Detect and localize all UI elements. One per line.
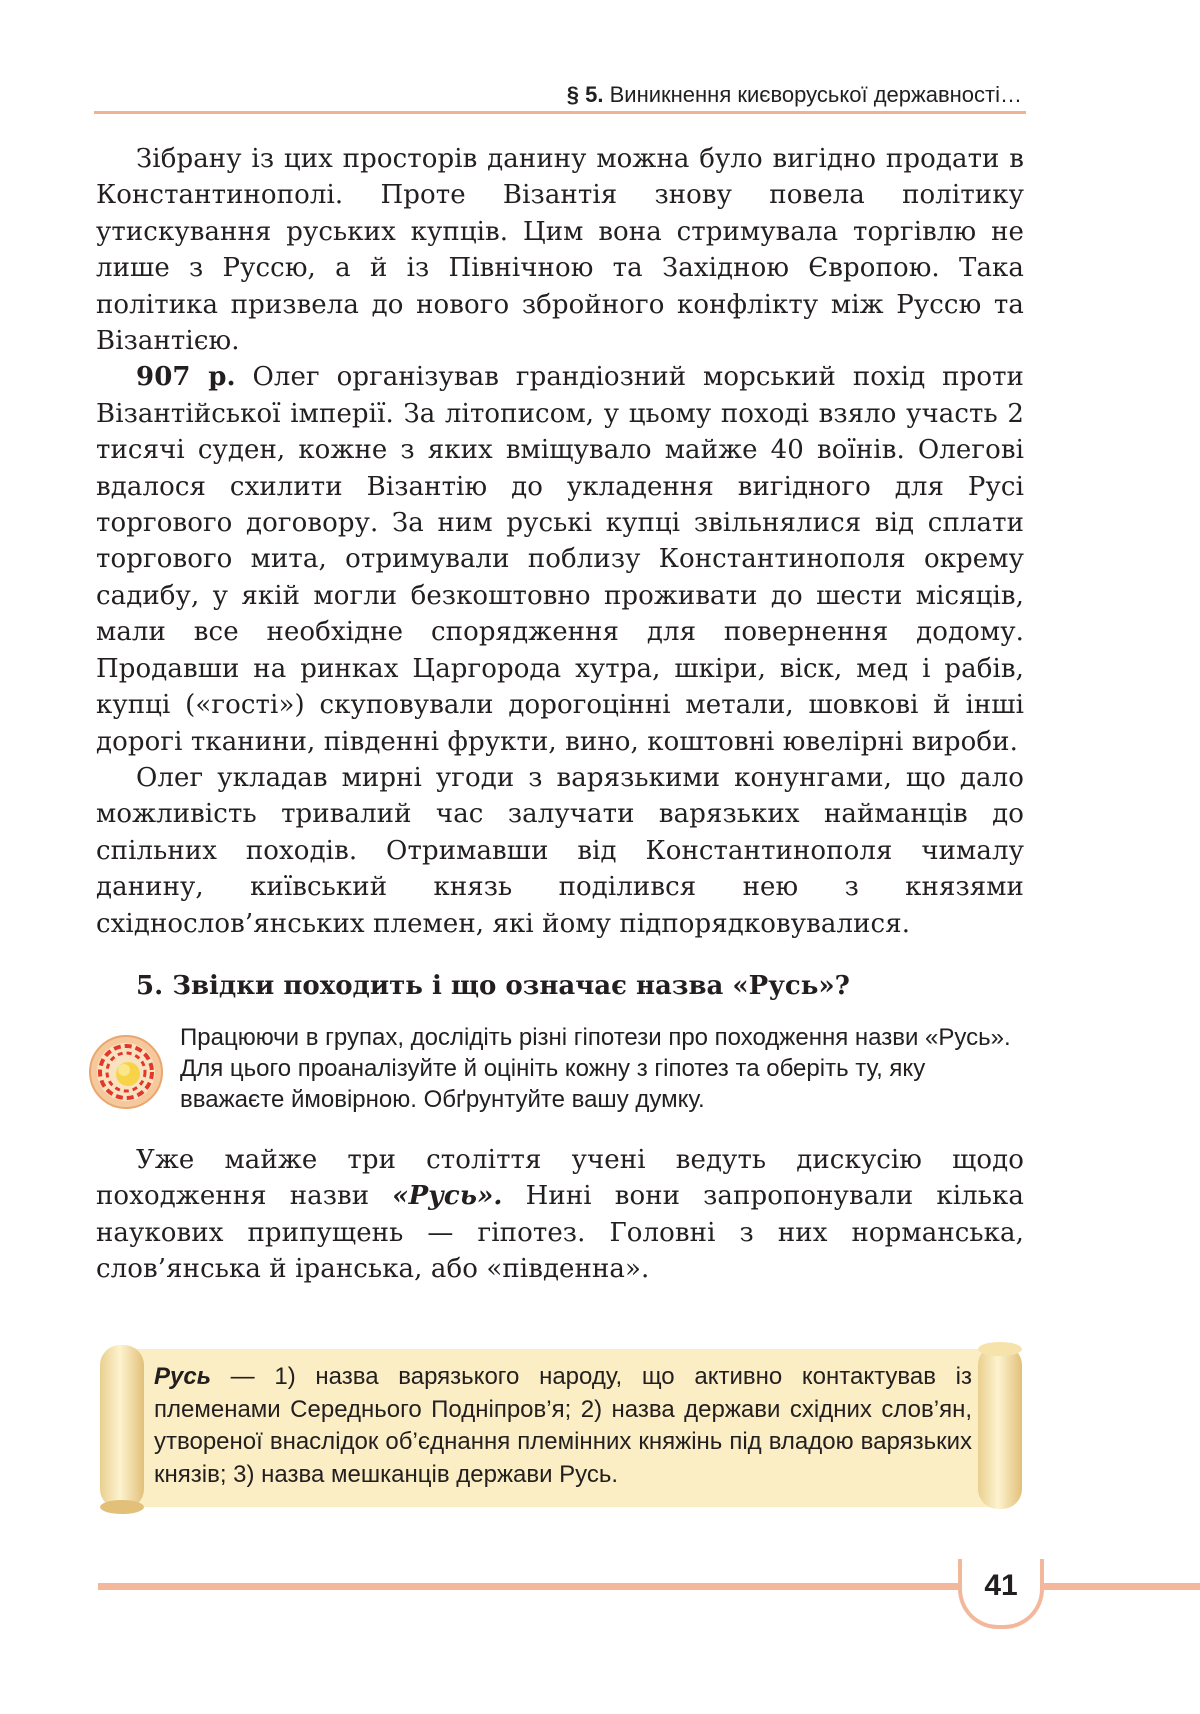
section-number: § 5. (566, 82, 604, 107)
definition-text (154, 1361, 972, 1491)
task-block (96, 1022, 1024, 1122)
page-number: 41 (984, 1569, 1018, 1602)
paragraph-2 (96, 359, 1024, 759)
running-head (94, 80, 1026, 114)
paragraph-4 (96, 1142, 1024, 1288)
paragraph-4-after: Нині вони запропонували кілька наукових припущень — гіпотез. Головні з них норманська, слов’янська й іранська, або «південна». (96, 1181, 1024, 1285)
paragraph-1: Зібрану із цих просторів данину можна було вигідно продати в Константинополі. Проте Візантія знову повела політику утискування руських купців. Цим вона стримувала торгівлю не лише з Руссю, а й із Північною та Західною Європою. Така політика призвела до нового збройного конфлікту між Руссю та Візантією. (96, 144, 1024, 357)
definition-scroll (96, 1341, 1026, 1516)
rus-term: «Русь». (392, 1181, 503, 1212)
paragraph-2-text: Олег організував грандіозний морський похід проти Візантійської імперії. За літописом, у цьому поході взяло участь 2 тисячі суден, кожне з яких вміщувало майже 40 воїнів. Олегові вдалося схилити Візантію до укладення вигідного для Русі торгового договору. За ним руські купці звільнялися від сплати торгового мита, отримували поблизу Константинополя окрему садибу, у якій могли безкоштовно проживати до шести місяців, мали все необхідне спорядження для повернення додому. Продавши на ринках Царгорода хутра, шкіри, віск, мед і рабів, купці («гості») скуповували дорогоцінні метали, шовкові й інші дорогі тканини, південні фрукти, вино, коштовні ювелірні вироби. (96, 362, 1024, 757)
year-label: 907 р. (136, 362, 236, 393)
task-text: Працюючи в групах, дослідіть різні гіпотези про походження назви «Русь». Для цього проаналізуйте й оцініть кожну з гіпотез та оберіть ту, яку вважаєте ймовірною. Обґрунтуйте вашу думку. (180, 1023, 1011, 1113)
paragraph-4-before: Уже майже три століття учені ведуть дискусію щодо походження назви (96, 1144, 1024, 1212)
paragraph-3: Олег укладав мирні угоди з варязькими конунгами, що дало можливість тривалий час залучати варязьких найманців до спільних походів. Отримавши від Константинополя чималу данину, київський князь поділився нею з князями східнослов’янських племен, які йому підпорядковувалися. (96, 762, 1024, 939)
definition-term: Русь (154, 1363, 211, 1390)
main-content (96, 141, 1024, 1288)
section-title: Виникнення києворуської державності… (609, 82, 1022, 107)
group-work-icon (88, 1034, 164, 1110)
section-heading: 5. Звідки походить і що означає назва «Русь»? (136, 970, 850, 1001)
definition-body: — 1) назва варязького народу, що активно контактував із племенами Середнього Подніпров’я; 2) назва держави східних слов’ян, утвореної внаслідок об’єднання племінних княжінь під владою варязьких князів; 3) назва мешканців держави Русь. (154, 1363, 972, 1488)
